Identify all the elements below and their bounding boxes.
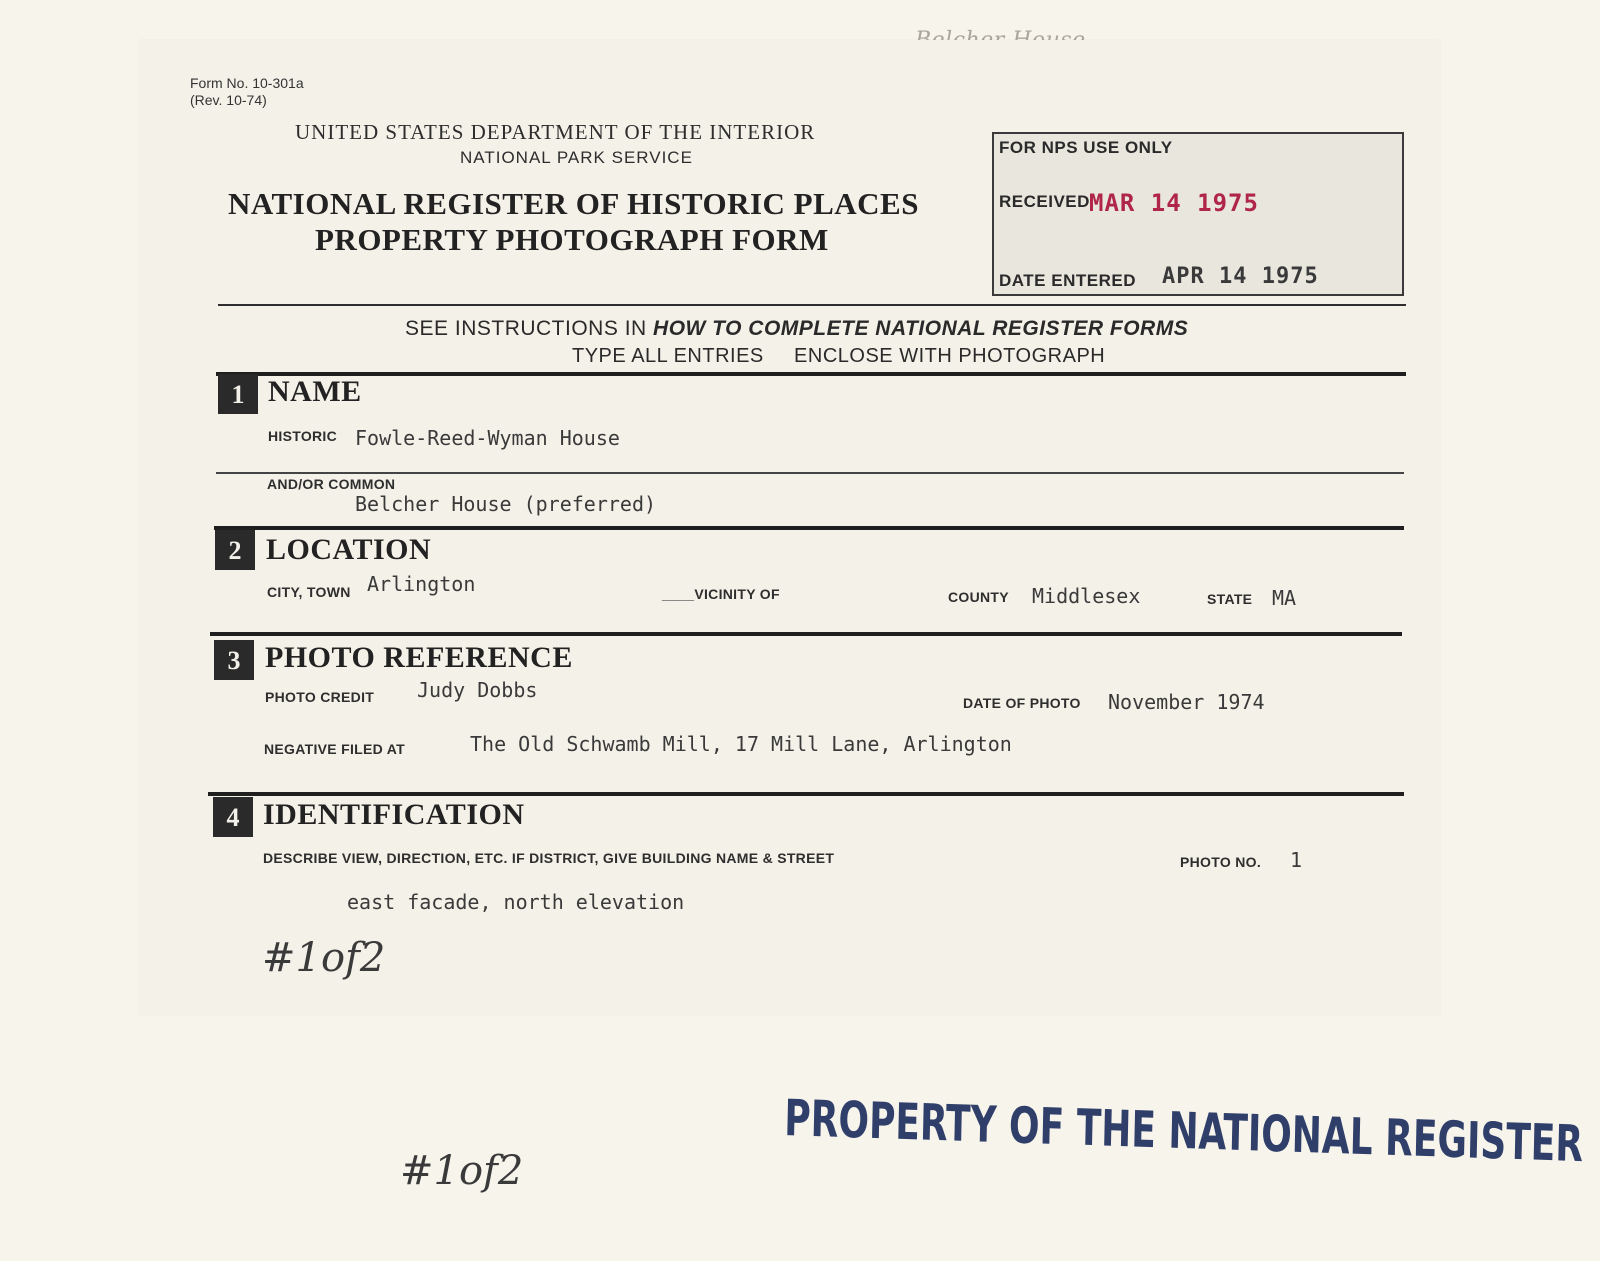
section3-rule (210, 632, 1402, 636)
photo-credit-label: PHOTO CREDIT (265, 689, 375, 705)
department-name: UNITED STATES DEPARTMENT OF THE INTERIOR (295, 120, 816, 144)
photo-number-label: PHOTO NO. (1180, 854, 1262, 870)
instructions-prefix: SEE INSTRUCTIONS IN (405, 317, 654, 340)
nps-use-only-box (992, 132, 1404, 296)
section4-heading: IDENTIFICATION (263, 798, 525, 831)
instructions-line1 (405, 317, 1188, 341)
section1-number: 1 (218, 374, 258, 414)
photograph-form (140, 40, 1440, 1015)
view-description-value: east facade, north elevation (347, 890, 685, 914)
instructions-manual-title: HOW TO COMPLETE NATIONAL REGISTER FORMS (653, 317, 1189, 340)
county-value: Middlesex (1032, 584, 1141, 608)
section2-number: 2 (215, 530, 255, 570)
form-title-line2: PROPERTY PHOTOGRAPH FORM (315, 222, 829, 257)
service-name: NATIONAL PARK SERVICE (460, 148, 693, 167)
date-of-photo-label: DATE OF PHOTO (963, 695, 1081, 711)
section1-heading: NAME (268, 375, 362, 408)
photo-credit-value: Judy Dobbs (417, 678, 538, 702)
county-label: COUNTY (948, 589, 1009, 605)
historic-label: HISTORIC (268, 428, 338, 444)
city-label: CITY, TOWN (267, 584, 351, 600)
describe-view-label: DESCRIBE VIEW, DIRECTION, ETC. IF DISTRICT, GIVE BUILDING NAME & STREET (263, 850, 835, 866)
photo-number-value: 1 (1290, 848, 1303, 872)
national-register-stamp: PROPERTY OF THE NATIONAL REGISTER (783, 1090, 1584, 1174)
received-stamp: MAR 14 1975 (1089, 189, 1259, 217)
section2-heading: LOCATION (266, 533, 432, 566)
instructions-line2: TYPE ALL ENTRIES ENCLOSE WITH PHOTOGRAPH (572, 345, 1106, 367)
form-number-block (190, 75, 304, 109)
section1-rule (216, 372, 1406, 376)
form-number: Form No. 10-301a (190, 75, 304, 91)
vicinity-label: ____VICINITY OF (662, 586, 780, 602)
header-divider (218, 304, 1406, 306)
received-label: RECEIVED (999, 192, 1090, 211)
section4-rule (208, 792, 1404, 796)
state-value: MA (1272, 586, 1297, 610)
common-name-label: AND/OR COMMON (267, 476, 396, 492)
common-name-value: Belcher House (preferred) (355, 492, 657, 516)
city-value: Arlington (367, 572, 476, 596)
state-label: STATE (1207, 591, 1253, 607)
section3-number: 3 (214, 640, 254, 680)
historic-name-value: Fowle-Reed-Wyman House (355, 426, 620, 450)
section3-heading: PHOTO REFERENCE (265, 641, 573, 674)
negative-filed-label: NEGATIVE FILED AT (264, 741, 405, 757)
section2-rule (214, 526, 1404, 530)
name-divider (216, 472, 1404, 474)
section4-number: 4 (213, 797, 253, 837)
form-title-line1: NATIONAL REGISTER OF HISTORIC PLACES (228, 186, 919, 221)
form-revision: (Rev. 10-74) (190, 92, 267, 108)
date-entered-label: DATE ENTERED (999, 271, 1136, 290)
date-entered-stamp: APR 14 1975 (1162, 264, 1319, 289)
nps-box-heading: FOR NPS USE ONLY (999, 138, 1173, 157)
date-of-photo-value: November 1974 (1108, 690, 1265, 714)
handwritten-note-form: #1of2 (262, 935, 386, 981)
handwritten-note-mount: #1of2 (400, 1148, 524, 1194)
negative-filed-value: The Old Schwamb Mill, 17 Mill Lane, Arlington (470, 732, 1012, 756)
